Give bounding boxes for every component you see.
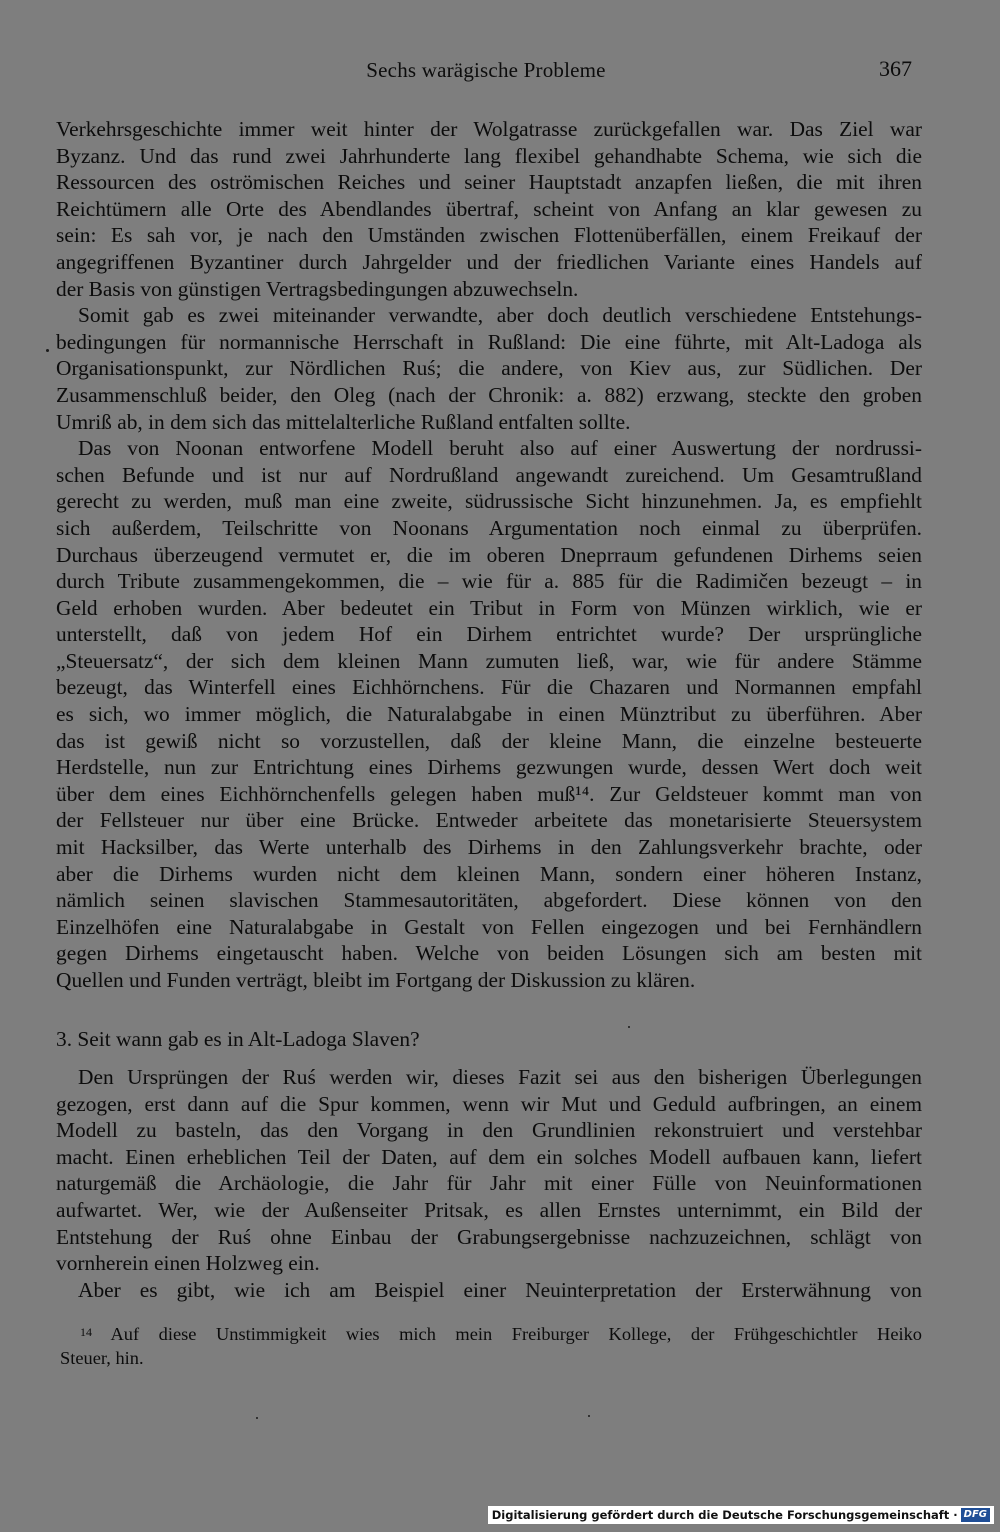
text-line: Herdstelle, nun zur Entrichtung eines Dirhems gezwungen wurde, dessen Wert doch weit	[56, 755, 922, 780]
text-line: Einzelhöfen eine Naturalabgabe in Gestalt von Fellen eingezogen und bei Fernhändlern	[56, 914, 922, 939]
text-line: Somit gab es zwei miteinander verwandte, aber doch deutlich verschiedene Entstehungs-	[78, 303, 922, 328]
text-line: „Steuersatz“, der sich dem kleinen Mann zumuten ließ, war, wie für andere Stämme	[56, 648, 922, 673]
text-line: Zusammenschluß beider, den Oleg (nach der Chronik: a. 882) erzwang, steckte den groben	[56, 382, 922, 407]
text-line: mit Hacksilber, das Werte unterhalb des Dirhems in den Zahlungsverkehr brachte, oder	[56, 835, 922, 860]
text-line: durch Tribute zusammengekommen, die – wie für a. 885 für die Radimičen bezeugt – in	[56, 569, 922, 594]
text-line: Quellen und Funden verträgt, bleibt im Fortgang der Diskussion zu klären.	[56, 968, 696, 992]
text-line: vornherein einen Holzweg ein.	[56, 1251, 320, 1276]
footnote-text: Auf diese Unstimmigkeit wies mich mein Freiburger Kollege, der Frühgeschichtler Heiko	[110, 1324, 922, 1344]
text-line: unterstellt, daß von jedem Hof ein Dirhem entrichtet wurde? Der ursprüngliche	[56, 622, 922, 647]
text-line: gerecht zu werden, muß man eine zweite, südrussische Sicht hinzunehmen. Ja, es empfiehlt	[56, 489, 922, 514]
text-line: bedingungen für normannische Herrschaft in Rußland: Die eine führte, mit Alt-Ladoga als	[56, 329, 922, 354]
text-line: Geld erhoben wurden. Aber bedeutet ein Tribut in Form von Münzen wirklich, wie er	[56, 595, 922, 620]
text-line: der Fellsteuer nur über eine Brücke. Entweder arbeitete das monetarisierte Steuersystem	[56, 808, 922, 833]
footnote-line: Steuer, hin.	[60, 1348, 144, 1368]
dfg-logo: DFG	[961, 1508, 990, 1522]
text-line: sich außerdem, Teilschritte von Noonans Argumentation noch einmal zu überprüfen.	[56, 515, 922, 540]
scan-speck	[46, 349, 49, 352]
footnote-line	[60, 1322, 922, 1346]
text-line: Byzanz. Und das rund zwei Jahrhunderte lang flexibel gehandhabte Schema, wie sich die	[56, 143, 922, 168]
text-line: Den Ursprüngen der Ruś werden wir, dieses Fazit sei aus den bisherigen Überlegungen	[78, 1065, 922, 1089]
text-line: Organisationspunkt, zur Nördlichen Ruś; die andere, von Kiev aus, zur Südlichen. Der	[56, 356, 922, 381]
text-line: Ressourcen des oströmischen Reiches und seiner Hauptstadt anzapfen ließen, die mit ihren	[56, 170, 922, 195]
page-number: 367	[879, 56, 912, 81]
scan-speck	[628, 1026, 630, 1028]
text-line: Reichtümern alle Orte des Abendlandes übertraf, scheint von Anfang an klar gewesen zu	[56, 196, 922, 221]
text-line: gegen Dirhems eingetauscht haben. Welche von beiden Lösungen sich am besten mit	[56, 941, 922, 966]
text-line: schen Befunde und ist nur auf Nordrußland angewandt zureichend. Um Gesamtrußland	[56, 462, 922, 487]
text-line: das ist gewiß nicht so vorzustellen, daß der kleine Mann, die einzelne besteuerte	[56, 728, 922, 753]
footnote-number: 14	[80, 1325, 92, 1339]
text-line: aber die Dirhems wurden nicht dem kleinen Mann, sondern einer höheren Instanz,	[56, 861, 922, 886]
text-line: sein: Es sah vor, je nach den Umständen zwischen Flottenüberfällen, einem Freikauf der	[56, 223, 922, 248]
text-line: der Basis von günstigen Vertragsbedingungen abzuwechseln.	[56, 276, 579, 301]
text-line: es sich, wo immer möglich, die Naturalabgabe in einen Münztribut zu überführen. Aber	[56, 702, 922, 727]
text-line: Verkehrsgeschichte immer weit hinter der Wolgatrasse zurückgefallen war. Das Ziel war	[56, 117, 922, 141]
page-header	[56, 56, 916, 86]
footnote	[60, 1322, 922, 1370]
main-text-block-1	[56, 116, 922, 994]
main-text-block-2	[56, 1064, 922, 1303]
text-line: Modell zu basteln, das den Vorgang in den Grundlinien rekonstruiert und verstehbar	[56, 1118, 922, 1143]
text-line: über dem eines Eichhörnchenfells gelegen haben muß¹⁴. Zur Geldsteuer kommt man von	[56, 781, 922, 806]
scan-speck	[256, 1417, 258, 1419]
digitization-credit	[488, 1506, 994, 1524]
text-line: macht. Einen erheblichen Teil der Daten, auf dem ein solches Modell aufbauen kann, liefert	[56, 1144, 922, 1169]
text-line: gezogen, erst dann auf die Spur kommen, wenn wir Mut und Geduld aufbringen, an einem	[56, 1091, 922, 1116]
running-title: Sechs warägische Probleme	[366, 58, 606, 82]
scan-speck	[588, 1415, 590, 1417]
text-line: aufwartet. Wer, wie der Außenseiter Pritsak, es allen Ernstes unternimmt, ein Bild der	[56, 1197, 922, 1222]
text-line: Durchaus überzeugend vermutet er, die im oberen Dneprraum gefundenen Dirhems seien	[56, 542, 922, 567]
text-line: bezeugt, das Winterfell eines Eichhörnchens. Für die Chazaren und Normannen empfahl	[56, 675, 922, 700]
credit-text: Digitalisierung gefördert durch die Deutsche Forschungsgemeinschaft ·	[491, 1508, 958, 1522]
text-line: Entstehung der Ruś ohne Einbau der Grabungsergebnisse nachzuzeichnen, schlägt von	[56, 1224, 922, 1249]
text-line: naturgemäß die Archäologie, die Jahr für Jahr mit einer Fülle von Neuinformationen	[56, 1171, 922, 1196]
text-line: Aber es gibt, wie ich am Beispiel einer Neuinterpretation der Ersterwähnung von	[78, 1277, 922, 1302]
text-line: angegriffenen Byzantiner durch Jahrgelder und der friedlichen Variante eines Handels auf	[56, 249, 922, 274]
text-line: Umriß ab, in dem sich das mittelalterliche Rußland entfalten sollte.	[56, 409, 631, 434]
text-line: nämlich seinen slavischen Stammesautoritäten, abgefordert. Diese können von den	[56, 888, 922, 913]
section-heading: 3. Seit wann gab es in Alt-Ladoga Slaven?	[56, 1027, 420, 1051]
text-line: Das von Noonan entworfene Modell beruht also auf einer Auswertung der nordrussi-	[78, 436, 922, 461]
